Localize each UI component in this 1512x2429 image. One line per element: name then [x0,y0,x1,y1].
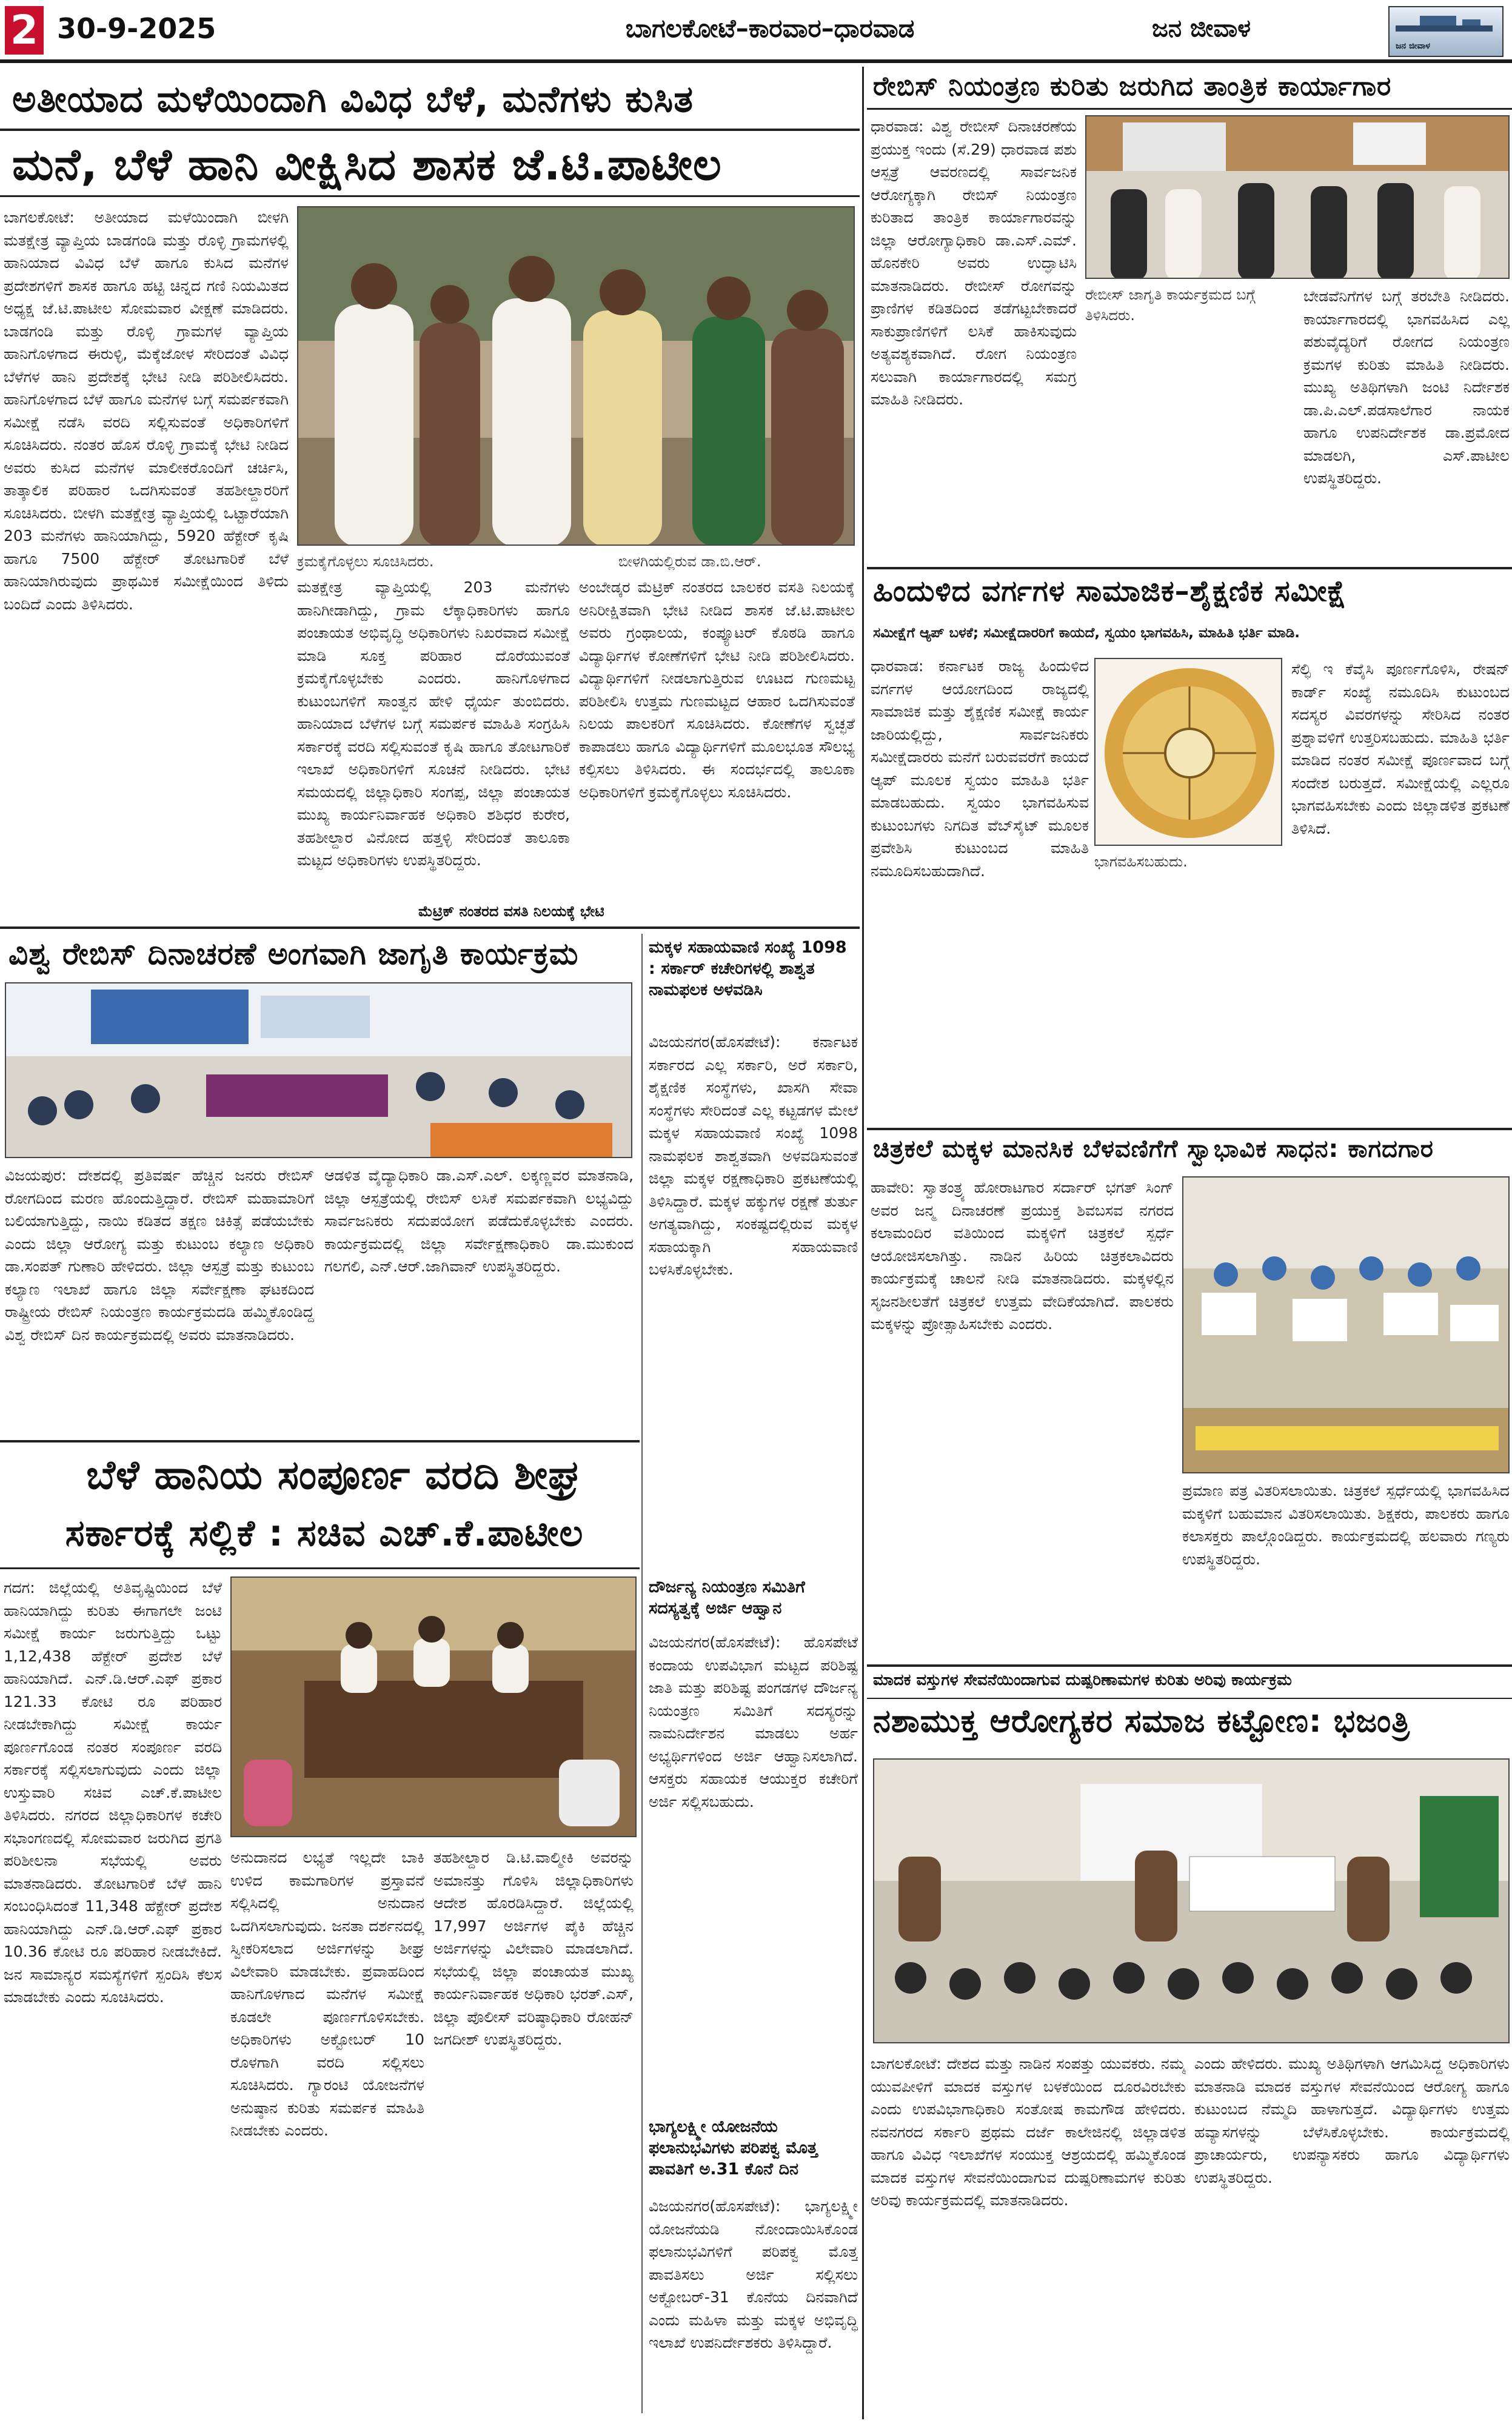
story6-headline1: ಬೆಳೆ ಹಾನಿಯ ಸಂಪೂರ್ಣ ವರದಿ ಶೀಘ್ರ [86,1452,581,1498]
story5-subhead3: ಭಾಗ್ಯಲಕ್ಷ್ಮೀ ಯೋಜನೆಯ ಫಲಾನುಭವಿಗಳು ಪರಿಪಕ್ವ ಮೊತ್ತ ಪಾವತಿಗೆ ಅ.31 ಕೊನೆ ದಿನ [649,2117,818,2179]
story1-column2: ಮತಕ್ಷೇತ್ರ ವ್ಯಾಪ್ತಿಯಲ್ಲಿ 203 ಮನೆಗಳು ಹಾನಿಗೀಡಾಗಿದ್ದು, ಗ್ರಾಮ ಲೆಕ್ಕಾಧಿಕಾರಿಗಳು ಹಾಗೂ ಪಂಚಾಯತ ಅಭಿವೃದ್ಧಿ ಅಧಿಕಾರಿಗಳು ನಿಖರವಾದ ಸಮೀಕ್ಷೆ ಮಾಡಿ ಸೂಕ್ತ ಪರಿಹಾರ ದೊರೆಯುವಂತೆ ಕ್ರಮಕೈಗೊಳ್ಳಬೇಕು ಎಂದರು. ಹಾನಿಗೊಳಗಾದ ಕುಟುಂಬಗಳಿಗೆ ಸಾಂತ್ವನ ಹೇಳಿ ಧೈರ್ಯ ತುಂಬಿದರು. ಹಾನಿಯಾದ ಬೆಳೆಗಳ ಬಗ್ಗೆ ಸಮರ್ಪಕ ಮಾಹಿತಿ ಸಂಗ್ರಹಿಸಿ ಸರ್ಕಾರಕ್ಕೆ ವರದಿ ಸಲ್ಲಿಸುವಂತೆ ಕೃಷಿ ಹಾಗೂ ತೋಟಗಾರಿಕೆ ಇಲಾಖೆ ಅಧಿಕಾರಿಗಳಿಗೆ ಸೂಚನೆ ನೀಡಿದರು. ಭೇಟಿ ಸಮಯದಲ್ಲಿ ಜಿಲ್ಲಾಧಿಕಾರಿ ಸಂಗಪ್ಪ, ಜಿಲ್ಲಾ ಪಂಚಾಯತ ಮುಖ್ಯ ಕಾರ್ಯನಿರ್ವಾಹಕ ಅಧಿಕಾರಿ ಶಶಿಧರ ಕುರೇರ, ತಹಶೀಲ್ದಾರ ವಿನೋದ ಹತ್ತಳ್ಳಿ ಸೇರಿದಂತೆ ತಾಲೂಕಾ ಮಟ್ಟದ ಅಧಿಕಾರಿಗಳು ಉಪಸ್ಥಿತರಿದ್ದರು. [297,578,570,869]
story7-headline: ಚಿತ್ರಕಲೆ ಮಕ್ಕಳ ಮಾನಸಿಕ ಬೆಳವಣಿಗೆಗೆ ಸ್ವಾಭಾವಿಕ ಸಾಧನ: ಕಾಗದಗಾರ [873,1135,1434,1163]
column-divider [641,934,643,2413]
story7-photo-image [1183,1178,1510,1473]
story8-kicker: ಮಾದಕ ವಸ್ತುಗಳ ಸೇವನೆಯಿಂದಾಗುವ ದುಷ್ಪರಿಣಾಮಗಳ ಕುರಿತು ಅರಿವು ಕಾರ್ಯಕ್ರಮ [873,1671,1292,1689]
story8-headline: ನಶಾಮುಕ್ತ ಆರೋಗ್ಯಕರ ಸಮಾಜ ಕಟ್ಟೋಣ: ಭಜಂತ್ರಿ [873,1703,1410,1740]
story3-headline: ಹಿಂದುಳಿದ ವರ್ಗಗಳ ಸಾಮಾಜಿಕ–ಶೈಕ್ಷಣಿಕ ಸಮೀಕ್ಷೆ [873,574,1347,608]
divider [867,567,1512,569]
story7-column1: ಹಾವೇರಿ: ಸ್ವಾತಂತ್ರ್ಯ ಹೋರಾಟಗಾರ ಸರ್ದಾರ್ ಭಗತ್ ಸಿಂಗ್ ಅವರ ಜನ್ಮ ದಿನಾಚರಣೆ ಪ್ರಯುಕ್ತ ಶಿವಬಸವ ನಗರದ ಕಲಾಮಂದಿರ ವತಿಯಿಂದ ಮಕ್ಕಳಿಗೆ ಚಿತ್ರಕಲೆ ಸ್ಪರ್ಧೆ ಆಯೋಜಿಸಲಾಗಿತ್ತು. ನಾಡಿನ ಹಿರಿಯ ಚಿತ್ರಕಲಾವಿದರು ಕಾರ್ಯಕ್ರಮಕ್ಕೆ ಚಾಲನೆ ನೀಡಿ ಮಾತನಾಡಿದರು. ಮಕ್ಕಳಲ್ಲಿನ ಸೃಜನಶೀಲತೆಗೆ ಚಿತ್ರಕಲೆ ಉತ್ತಮ ವೇದಿಕೆಯಾಗಿದೆ. ಪಾಲಕರು ಮಕ್ಕಳನ್ನು ಪ್ರೋತ್ಸಾಹಿಸಬೇಕು ಎಂದರು. [871,1179,1174,1333]
divider [867,1128,1512,1130]
story7-photo [1182,1176,1510,1473]
page-number: 2 [5,6,44,55]
story3-photo-caption: ಭಾಗವಹಿಸಬಹುದು. [1094,853,1188,870]
story1-subhead: ಮೆಟ್ರಿಕ್ ನಂತರದ ವಸತಿ ನಿಲಯಕ್ಕೆ ಭೇಟಿ [418,903,604,920]
story4-headline: ವಿಶ್ವ ರೇಬಿಸ್ ದಿನಾಚರಣೆ ಅಂಗವಾಗಿ ಜಾಗೃತಿ ಕಾರ್ಯಕ್ರಮ [8,936,579,971]
masthead [0,0,1512,63]
story5-subhead2: ದೌರ್ಜನ್ಯ ನಿಯಂತ್ರಣ ಸಮಿತಿಗೆ ಸದಸ್ಯತ್ವಕ್ಕೆ ಅರ್ಜಿ ಆಹ್ವಾನ [649,1578,805,1618]
story2-headline: ರೇಬಿಸ್ ನಿಯಂತ್ರಣ ಕುರಿತು ಜರುಗಿದ ತಾಂತ್ರಿಕ ಕಾರ್ಯಾಗಾರ [873,71,1392,102]
story2-photo-caption: ರೇಬೀಸ್ ಜಾಗೃತಿ ಕಾರ್ಯಕ್ರಮದ ಬಗ್ಗೆ ತಿಳಿಸಿದರು. [1085,286,1256,324]
story1-headline2: ಮನೆ, ಬೆಳೆ ಹಾನಿ ವೀಕ್ಷಿಸಿದ ಶಾಸಕ ಜೆ.ಟಿ.ಪಾಟೀಲ [12,139,722,190]
story4-column2: ಆಡಳಿತ ವೈದ್ಯಾಧಿಕಾರಿ ಡಾ.ಎಸ್.ಎಲ್. ಲಕ್ಕಣ್ಣವರ ಮಾತನಾಡಿ, ಜಿಲ್ಲಾ ಆಸ್ಪತ್ರೆಯಲ್ಲಿ ರೇಬಿಸ್ ಲಸಿಕೆ ಸಮರ್ಪಕವಾಗಿ ಲಭ್ಯವಿದ್ದು ಸಾರ್ವಜನಿಕರು ಸದುಪಯೋಗ ಪಡೆದುಕೊಳ್ಳಬೇಕು ಎಂದರು. ಕಾರ್ಯಕ್ರಮದಲ್ಲಿ ಜಿಲ್ಲಾ ಸರ್ವೇಕ್ಷಣಾಧಿಕಾರಿ ಡಾ.ಮುಕುಂದ ಗಲಗಲಿ, ಎನ್.ಆರ್.ಜಾಗಿವಾನ್ ಉಪಸ್ಥಿತರಿದ್ದರು. [324,1167,634,1275]
story5-text3: ವಿಜಯನಗರ(ಹೊಸಪೇಟೆ): ಭಾಗ್ಯಲಕ್ಷ್ಮೀ ಯೋಜನೆಯಡಿ ನೋಂದಾಯಿಸಿಕೊಂಡ ಫಲಾನುಭವಿಗಳಿಗೆ ಪರಿಪಕ್ವ ಮೊತ್ತ ಪಾವತಿಸಲು ಅರ್ಜಿ ಸಲ್ಲಿಸಲು ಅಕ್ಟೋಬರ್-31 ಕೊನೆಯ ದಿನವಾಗಿದೆ ಎಂದು ಮಹಿಳಾ ಮತ್ತು ಮಕ್ಕಳ ಅಭಿವೃದ್ಧಿ ಇಲಾಖೆ ಉಪನಿರ್ದೇಶಕರು ತಿಳಿಸಿದ್ದಾರೆ. [649,2197,858,2351]
story1-photo [297,206,855,546]
story4-photo [5,982,632,1158]
story5-text: ವಿಜಯನಗರ(ಹೊಸಪೇಟೆ): ಕರ್ನಾಟಕ ಸರ್ಕಾರದ ಎಲ್ಲ ಸರ್ಕಾರಿ, ಅರೆ ಸರ್ಕಾರಿ, ಶೈಕ್ಷಣಿಕ ಸಂಸ್ಥೆಗಳು, ಖಾಸಗಿ ಸೇವಾ ಸಂಸ್ಥೆಗಳು ಸೇರಿದಂತೆ ಎಲ್ಲ ಕಟ್ಟಡಗಳ ಮೇಲೆ ಮಕ್ಕಳ ಸಹಾಯವಾಣಿ ಸಂಖ್ಯೆ 1098 ನಾಮಫಲಕ ಶಾಶ್ವತವಾಗಿ ಅಳವಡಿಸುವಂತೆ ಜಿಲ್ಲಾ ಮಕ್ಕಳ ರಕ್ಷಣಾಧಿಕಾರಿ ಪ್ರಕಟಣೆಯಲ್ಲಿ ತಿಳಿಸಿದ್ದಾರೆ. ಮಕ್ಕಳ ಹಕ್ಕುಗಳ ರಕ್ಷಣೆ ತುರ್ತು ಅಗತ್ಯವಾಗಿದ್ದು, ಸಂಕಷ್ಟದಲ್ಲಿರುವ ಮಕ್ಕಳ ಸಹಾಯಕ್ಕಾಗಿ ಸಹಾಯವಾಣಿ ಬಳಸಿಕೊಳ್ಳಬೇಕು. [649,1033,858,1278]
story8-column1: ಬಾಗಲಕೋಟೆ: ದೇಶದ ಮತ್ತು ನಾಡಿನ ಸಂಪತ್ತು ಯುವಕರು. ನಮ್ಮ ಯುವಪೀಳಿಗೆ ಮಾದಕ ವಸ್ತುಗಳ ಬಳಕೆಯಿಂದ ದೂರವಿರಬೇಕು ಎಂದು ಉಪವಿಭಾಗಾಧಿಕಾರಿ ಸಂತೋಷ ಕಾಮಗೌಡ ಹೇಳಿದರು. ನವನಗರದ ಸರ್ಕಾರಿ ಪ್ರಥಮ ದರ್ಜೆ ಕಾಲೇಜಿನಲ್ಲಿ ಜಿಲ್ಲಾಡಳಿತ ಹಾಗೂ ವಿವಿಧ ಇಲಾಖೆಗಳ ಸಂಯುಕ್ತ ಆಶ್ರಯದಲ್ಲಿ ಹಮ್ಮಿಕೊಂಡ ಮಾದಕ ವಸ್ತುಗಳ ಸೇವನೆಯಿಂದಾಗುವ ದುಷ್ಪರಿಣಾಮಗಳ ಕುರಿತು ಅರಿವು ಕಾರ್ಯಕ್ರಮದಲ್ಲಿ ಮಾತನಾಡಿದರು. [871,2055,1186,2209]
divider [0,1440,640,1442]
divider [0,195,860,197]
story8-photo-image [874,1760,1510,2043]
newspaper-name: ಜನ ಜೀವಾಳ [1152,15,1251,42]
story1-photo-image [298,207,855,546]
column-divider [862,67,864,2419]
story6-photo [230,1576,637,1837]
edition-region: ಬಾಗಲಕೋಟೆ–ಕಾರವಾರ–ಧಾರವಾಡ [625,13,915,43]
divider [0,926,860,929]
story8-photo [873,1758,1510,2043]
story6-column2: ಅನುದಾನದ ಲಭ್ಯತೆ ಇಲ್ಲದೇ ಬಾಕಿ ಉಳಿದ ಕಾಮಗಾರಿಗಳ ಪ್ರಸ್ತಾವನೆ ಸಲ್ಲಿಸಿದಲ್ಲಿ ಅನುದಾನ ಒದಗಿಸಲಾಗುವುದು. ಜನತಾ ದರ್ಶನದಲ್ಲಿ ಸ್ವೀಕರಿಸಲಾದ ಅರ್ಜಿಗಳನ್ನು ಶೀಘ್ರ ವಿಲೇವಾರಿ ಮಾಡಬೇಕು. ಪ್ರವಾಹದಿಂದ ಹಾನಿಗೊಳಗಾದ ಮನೆಗಳ ಸಮೀಕ್ಷೆ ಕೂಡಲೇ ಪೂರ್ಣಗೊಳಿಸಬೇಕು. ಅಧಿಕಾರಿಗಳು ಅಕ್ಟೋಬರ್ 10 ರೊಳಗಾಗಿ ವರದಿ ಸಲ್ಲಿಸಲು ಸೂಚಿಸಿದರು. ಗ್ಯಾರಂಟಿ ಯೋಜನೆಗಳ ಅನುಷ್ಠಾನ ಕುರಿತು ಸಮರ್ಪಕ ಮಾಹಿತಿ ನೀಡಬೇಕು ಎಂದರು. [230,1849,424,2139]
story7-column2: ಪ್ರಮಾಣ ಪತ್ರ ವಿತರಿಸಲಾಯಿತು. ಚಿತ್ರಕಲೆ ಸ್ಪರ್ಧೆಯಲ್ಲಿ ಭಾಗವಹಿಸಿದ ಮಕ್ಕಳಿಗೆ ಬಹುಮಾನ ವಿತರಿಸಲಾಯಿತು. ಶಿಕ್ಷಕರು, ಪಾಲಕರು ಹಾಗೂ ಕಲಾಸಕ್ತರು ಪಾಲ್ಗೊಂಡಿದ್ದರು. ಕಾರ್ಯಕ್ರಮದಲ್ಲಿ ಹಲವಾರು ಗಣ್ಯರು ಉಪಸ್ಥಿತರಿದ್ದರು. [1182,1482,1510,1568]
story5-headline: ಮಕ್ಕಳ ಸಹಾಯವಾಣಿ ಸಂಖ್ಯೆ 1098 : ಸರ್ಕಾರ್ ಕಚೇರಿಗಳಲ್ಲಿ ಶಾಶ್ವತ ನಾಮಫಲಕ ಅಳವಡಿಸಿ [649,938,847,1000]
story6-headline2: ಸರ್ಕಾರಕ್ಕೆ ಸಲ್ಲಿಕೆ : ಸಚಿವ ಎಚ್.ಕೆ.ಪಾಟೀಲ [65,1512,584,1555]
divider [867,108,1512,110]
story4-photo-image [6,983,632,1158]
divider [0,129,860,131]
story6-column3: ತಹಶೀಲ್ದಾರ ಡಿ.ಟಿ.ವಾಲ್ಮೀಕಿ ಅವರನ್ನು ಅಮಾನತ್ತು ಗೊಳಿಸಿ ಜಿಲ್ಲಾಧಿಕಾರಿಗಳು ಆದೇಶ ಹೊರಡಿಸಿದ್ದಾರೆ. ಜಿಲ್ಲೆಯಲ್ಲಿ 17,997 ಅರ್ಜಿಗಳ ಪೈಕಿ ಹೆಚ್ಚಿನ ಅರ್ಜಿಗಳನ್ನು ವಿಲೇವಾರಿ ಮಾಡಲಾಗಿದೆ. ಸಭೆಯಲ್ಲಿ ಜಿಲ್ಲಾ ಪಂಚಾಯತ ಮುಖ್ಯ ಕಾರ್ಯನಿರ್ವಾಹಕ ಅಧಿಕಾರಿ ಭರತ್.ಎಸ್, ಜಿಲ್ಲಾ ಪೊಲೀಸ್ ವರಿಷ್ಠಾಧಿಕಾರಿ ರೋಹನ್ ಜಗದೀಶ್ ಉಪಸ್ಥಿತರಿದ್ದರು. [433,1849,634,2048]
story6-photo-image [232,1578,637,1837]
edition-date: 30-9-2025 [57,12,216,45]
divider [867,1664,1512,1667]
story2-column2: ಬೇಡವೆನಿಗೆಗಳ ಬಗ್ಗೆ ತರಬೇತಿ ನೀಡಿದರು. ಕಾರ್ಯಾಗಾರದಲ್ಲಿ ಭಾಗವಹಿಸಿದ ಎಲ್ಲ ಪಶುವೈದ್ಯರಿಗೆ ರೋಗದ ನಿಯಂತ್ರಣ ಕ್ರಮಗಳ ಕುರಿತು ಮಾಹಿತಿ ನೀಡಿದರು. ಮುಖ್ಯ ಅತಿಥಿಗಳಾಗಿ ಜಂಟಿ ನಿರ್ದೇಶಕ ಡಾ.ಪಿ.ಎಲ್.ಪಡಸಾಲೆಗಾರ ನಾಯಕ ಹಾಗೂ ಉಪನಿರ್ದೇಶಕ ಡಾ.ಪ್ರಮೋದ ಮಾಡಲಗಿ, ಎಸ್.ಪಾಟೀಲ ಉಪಸ್ಥಿತರಿದ್ದರು. [1303,287,1510,487]
logo-text: ಜನ ಜೀವಾಳ [1396,41,1431,51]
story1-headline1: ಅತೀಯಾದ ಮಳೆಯಿಂದಾಗಿ ವಿವಿಧ ಬೆಳೆ, ಮನೆಗಳು ಕುಸಿತ [12,78,694,121]
newspaper-logo [1388,6,1504,57]
story4-column1: ವಿಜಯಪುರ: ದೇಶದಲ್ಲಿ ಪ್ರತಿವರ್ಷ ಹೆಚ್ಚಿನ ಜನರು ರೇಬಿಸ್ ರೋಗದಿಂದ ಮರಣ ಹೊಂದುತ್ತಿದ್ದಾರೆ. ರೇಬಿಸ್ ಮಹಾಮಾರಿಗೆ ಬಲಿಯಾಗುತ್ತಿದ್ದು, ನಾಯಿ ಕಡಿತದ ತಕ್ಷಣ ಚಿಕಿತ್ಸೆ ಪಡೆಯಬೇಕು ಎಂದು ಜಿಲ್ಲಾ ಆರೋಗ್ಯ ಮತ್ತು ಕುಟುಂಬ ಕಲ್ಯಾಣ ಅಧಿಕಾರಿ ಡಾ.ಸಂಪತ್ ಗುಣಾರಿ ಹೇಳಿದರು. ಜಿಲ್ಲಾ ಆಸ್ಪತ್ರೆ ಮತ್ತು ಕುಟುಂಬ ಕಲ್ಯಾಣ ಇಲಾಖೆ ಹಾಗೂ ಜಿಲ್ಲಾ ಸರ್ವೇಕ್ಷಣಾ ಘಟಕದಿಂದ ರಾಷ್ಟ್ರೀಯ ರೇಬಿಸ್ ನಿಯಂತ್ರಣ ಕಾರ್ಯಕ್ರಮದಡಿ ಹಮ್ಮಿಕೊಂಡಿದ್ದ ವಿಶ್ವ ರೇಬಿಸ್ ದಿನ ಕಾರ್ಯಕ್ರಮದಲ್ಲಿ ಅವರು ಮಾತನಾಡಿದರು. [5,1167,314,1344]
story3-photo [1094,658,1282,846]
story2-photo [1085,115,1510,279]
story1-column3: ಅಂಬೇಡ್ಕರ ಮೆಟ್ರಿಕ್ ನಂತರದ ಬಾಲಕರ ವಸತಿ ನಿಲಯಕ್ಕೆ ಅನಿರೀಕ್ಷಿತವಾಗಿ ಭೇಟಿ ನೀಡಿದ ಶಾಸಕ ಜೆ.ಟಿ.ಪಾಟೀಲ ಅವರು ಗ್ರಂಥಾಲಯ, ಕಂಪ್ಯೂಟರ್ ಕೊಠಡಿ ಹಾಗೂ ವಿದ್ಯಾರ್ಥಿಗಳ ಕೋಣೆಗಳಿಗೆ ಭೇಟಿ ನೀಡಿ ಪರಿಶೀಲಿಸಿದರು. ವಿದ್ಯಾರ್ಥಿಗಳಿಗೆ ನೀಡಲಾಗುತ್ತಿರುವ ಊಟದ ಗುಣಮಟ್ಟ ಪರಿಶೀಲಿಸಿ ಉತ್ತಮ ಗುಣಮಟ್ಟದ ಆಹಾರ ಒದಗಿಸುವಂತೆ ನಿಲಯ ಪಾಲಕರಿಗೆ ಸೂಚಿಸಿದರು. ಕೋಣೆಗಳ ಸ್ವಚ್ಛತೆ ಕಾಪಾಡಲು ಹಾಗೂ ವಿದ್ಯಾರ್ಥಿಗಳಿಗೆ ಮೂಲಭೂತ ಸೌಲಭ್ಯ ಕಲ್ಪಿಸಲು ತಿಳಿಸಿದರು. ಈ ಸಂದರ್ಭದಲ್ಲಿ ತಾಲೂಕಾ ಅಧಿಕಾರಿಗಳಿಗೆ ಕ್ರಮಕೈಗೊಳ್ಳಲು ಸೂಚಿಸಿದರು. [579,578,855,801]
logo-ship-icon [1390,7,1502,38]
story1-column1: ಬಾಗಲಕೋಟೆ: ಅತೀಯಾದ ಮಳೆಯಿಂದಾಗಿ ಬೀಳಗಿ ಮತಕ್ಷೇತ್ರ ವ್ಯಾಪ್ತಿಯ ಬಾಡಗಂಡಿ ಮತ್ತು ರೊಳ್ಳಿ ಗ್ರಾಮಗಳಲ್ಲಿ ಹಾನಿಯಾದ ವಿವಿಧ ಬೆಳೆ ಹಾಗೂ ಕುಸಿದ ಮನೆಗಳ ಪ್ರದೇಶಗಳಿಗೆ ಶಾಸಕ ಹಾಗೂ ಹಟ್ಟಿ ಚಿನ್ನದ ಗಣಿ ನಿಯಮಿತದ ಅಧ್ಯಕ್ಷ ಜೆ.ಟಿ.ಪಾಟೀಲ ಸೋಮವಾರ ವೀಕ್ಷಣೆ ಮಾಡಿದರು. ಬಾಡಗಂಡಿ ಮತ್ತು ರೊಳ್ಳಿ ಗ್ರಾಮಗಳ ವ್ಯಾಪ್ತಿಯ ಹಾನಿಗೊಳಗಾದ ಈರುಳ್ಳಿ, ಮೆಕ್ಕೆಜೋಳ ಸೇರಿದಂತೆ ವಿವಿಧ ಬೆಳೆಗಳ ಹಾನಿ ಪ್ರದೇಶಕ್ಕೆ ಭೇಟಿ ನೀಡಿ ಪರಿಶೀಲಿಸಿದರು. ಹಾನಿಗೊಳಗಾದ ಬೆಳೆ ಹಾಗೂ ಮನೆಗಳ ಬಗ್ಗೆ ಸಮರ್ಪಕವಾಗಿ ಸಮೀಕ್ಷೆ ನಡೆಸಿ ವರದಿ ಸಲ್ಲಿಸುವಂತೆ ಅಧಿಕಾರಿಗಳಿಗೆ ಸೂಚಿಸಿದರು. ನಂತರ ಹೊಸ ರೊಳ್ಳಿ ಗ್ರಾಮಕ್ಕೆ ಭೇಟಿ ನೀಡಿದ ಅವರು ಕುಸಿದ ಮನೆಗಳ ಮಾಲೀಕರೊಂದಿಗೆ ಚರ್ಚಿಸಿ, ತಾತ್ಕಾಲಿಕ ಪರಿಹಾರ ಒದಗಿಸುವಂತೆ ತಹಶೀಲ್ದಾರರಿಗೆ ಸೂಚಿಸಿದರು. ಬೀಳಗಿ ಮತಕ್ಷೇತ್ರ ವ್ಯಾಪ್ತಿಯಲ್ಲಿ ಒಟ್ಟಾರೆಯಾಗಿ 203 ಮನೆಗಳು ಹಾನಿಯಾಗಿದ್ದು, 5920 ಹೆಕ್ಟೇರ್ ಕೃಷಿ ಹಾಗೂ 7500 ಹೆಕ್ಟೇರ್ ತೋಟಗಾರಿಕೆ ಬೆಳೆ ಹಾನಿಯಾಗಿರುವುದು ಪ್ರಾಥಮಿಕ ಸಮೀಕ್ಷೆಯಿಂದ ತಿಳಿದು ಬಂದಿದೆ ಎಂದು ತಿಳಿಸಿದರು. [4,209,289,613]
story2-photo-image [1086,116,1510,279]
story3-column1: ಧಾರವಾಡ: ಕರ್ನಾಟಕ ರಾಜ್ಯ ಹಿಂದುಳಿದ ವರ್ಗಗಳ ಆಯೋಗದಿಂದ ರಾಜ್ಯದಲ್ಲಿ ಸಾಮಾಜಿಕ ಮತ್ತು ಶೈಕ್ಷಣಿಕ ಸಮೀಕ್ಷೆ ಕಾರ್ಯ ಜಾರಿಯಲ್ಲಿದ್ದು, ಸಾರ್ವಜನಿಕರು ಸಮೀಕ್ಷೆದಾರರು ಮನೆಗೆ ಬರುವವರೆಗೆ ಕಾಯದೆ ಆ್ಯಪ್ ಮೂಲಕ ಸ್ವಯಂ ಮಾಹಿತಿ ಭರ್ತಿ ಮಾಡಬಹುದು. ಸ್ವಯಂ ಭಾಗವಹಿಸುವ ಕುಟುಂಬಗಳು ನಿಗದಿತ ವೆಬ್‌ಸೈಟ್ ಮೂಲಕ ಪ್ರವೇಶಿಸಿ ಕುಟುಂಬದ ಮಾಹಿತಿ ನಮೂದಿಸಬಹುದಾಗಿದೆ. [871,657,1089,880]
story3-column2: ಸೆಲ್ಫಿ ಇ ಕೆವೈಸಿ ಪೂರ್ಣಗೊಳಿಸಿ, ರೇಷನ್ ಕಾರ್ಡ್ ಸಂಖ್ಯೆ ನಮೂದಿಸಿ ಕುಟುಂಬದ ಸದಸ್ಯರ ವಿವರಗಳನ್ನು ಸೇರಿಸಿದ ನಂತರ ಪ್ರಶ್ನಾವಳಿಗೆ ಉತ್ತರಿಸಬಹುದು. ಮಾಹಿತಿ ಭರ್ತಿ ಮಾಡಿದ ನಂತರ ಸಮೀಕ್ಷೆ ಪೂರ್ಣವಾದ ಬಗ್ಗೆ ಸಂದೇಶ ಬರುತ್ತದೆ. ಸಮೀಕ್ಷೆಯಲ್ಲಿ ಎಲ್ಲರೂ ಭಾಗವಹಿಸಬೇಕು ಎಂದು ಜಿಲ್ಲಾಡಳಿತ ಪ್ರಕಟಣೆ ತಿಳಿಸಿದೆ. [1291,660,1510,837]
divider [0,1567,640,1569]
story8-column2: ಎಂದು ಹೇಳಿದರು. ಮುಖ್ಯ ಅತಿಥಿಗಳಾಗಿ ಆಗಮಿಸಿದ್ದ ಅಧಿಕಾರಿಗಳು ಮಾತನಾಡಿ ಮಾದಕ ವಸ್ತುಗಳ ಸೇವನೆಯಿಂದ ಆರೋಗ್ಯ ಹಾಗೂ ಕುಟುಂಬದ ನೆಮ್ಮದಿ ಹಾಳಾಗುತ್ತದೆ. ವಿದ್ಯಾರ್ಥಿಗಳು ಉತ್ತಮ ಹವ್ಯಾಸಗಳನ್ನು ಬೆಳೆಸಿಕೊಳ್ಳಬೇಕು. ಕಾರ್ಯಕ್ರಮದಲ್ಲಿ ಪ್ರಾಚಾರ್ಯರು, ಉಪನ್ಯಾಸಕರು ಹಾಗೂ ವಿದ್ಯಾರ್ಥಿಗಳು ಉಪಸ್ಥಿತರಿದ್ದರು. [1194,2055,1510,2186]
story5-text2: ವಿಜಯನಗರ(ಹೊಸಪೇಟೆ): ಹೊಸಪೇಟೆ ಕಂದಾಯ ಉಪವಿಭಾಗ ಮಟ್ಟದ ಪರಿಶಿಷ್ಟ ಜಾತಿ ಮತ್ತು ಪರಿಶಿಷ್ಟ ಪಂಗಡಗಳ ದೌರ್ಜನ್ಯ ನಿಯಂತ್ರಣ ಸಮಿತಿಗೆ ಸದಸ್ಯರನ್ನು ನಾಮನಿರ್ದೇಶನ ಮಾಡಲು ಅರ್ಹ ಅಭ್ಯರ್ಥಿಗಳಿಂದ ಅರ್ಜಿ ಆಹ್ವಾನಿಸಲಾಗಿದೆ. ಆಸಕ್ತರು ಸಹಾಯಕ ಆಯುಕ್ತರ ಕಚೇರಿಗೆ ಅರ್ಜಿ ಸಲ್ಲಿಸಬಹುದು. [649,1633,858,1811]
story3-subhead: ಸಮೀಕ್ಷೆಗೆ ಆ್ಯಪ್ ಬಳಕೆ; ಸಮೀಕ್ಷೆದಾರರಿಗೆ ಕಾಯದೆ, ಸ್ವಯಂ ಭಾಗವಹಿಸಿ, ಮಾಹಿತಿ ಭರ್ತಿ ಮಾಡಿ. [873,625,1300,641]
story2-column1: ಧಾರವಾಡ: ವಿಶ್ವ ರೇಬೀಸ್ ದಿನಾಚರಣೆಯ ಪ್ರಯುಕ್ತ ಇಂದು (ಸೆ.29) ಧಾರವಾಡ ಪಶು ಆಸ್ಪತ್ರೆ ಆವರಣದಲ್ಲಿ ಸಾರ್ವಜನಿಕ ಆರೋಗ್ಯಕ್ಕಾಗಿ ರೇಬಿಸ್ ನಿಯಂತ್ರಣ ಕುರಿತಾದ ತಾಂತ್ರಿಕ ಕಾರ್ಯಾಗಾರವನ್ನು ಜಿಲ್ಲಾ ಆರೋಗ್ಯಾಧಿಕಾರಿ ಡಾ.ಎಸ್.ಎಮ್. ಹೊನಕೇರಿ ಅವರು ಉದ್ಘಾಟಿಸಿ ಮಾತನಾಡಿದರು. ರೇಬೀಸ್ ರೋಗವನ್ನು ಪ್ರಾಣಿಗಳ ಕಡಿತದಿಂದ ತಡೆಗಟ್ಟಬೇಕಾದರೆ ಸಾಕುಪ್ರಾಣಿಗಳಿಗೆ ಲಸಿಕೆ ಹಾಕಿಸುವುದು ಅತ್ಯವಶ್ಯಕವಾಗಿದೆ. ರೋಗ ನಿಯಂತ್ರಣ ಸಲುವಾಗಿ ಕಾರ್ಯಾಗಾರದಲ್ಲಿ ಸಮಗ್ರ ಮಾಹಿತಿ ನೀಡಿದರು. [871,118,1077,408]
divider [867,1698,1512,1699]
story1-photo-caption: ಕ್ರಮಕೈಗೊಳ್ಳಲು ಸೂಚಿಸಿದರು. [297,553,434,570]
survey-emblem-icon [1096,659,1282,846]
story1-caption2: ಬೀಳಗಿಯಲ್ಲಿರುವ ಡಾ.ಬಿ.ಆರ್. [618,553,761,570]
story6-column1: ಗದಗ: ಜಿಲ್ಲೆಯಲ್ಲಿ ಅತಿವೃಷ್ಟಿಯಿಂದ ಬೆಳೆ ಹಾನಿಯಾಗಿದ್ದು ಕುರಿತು ಈಗಾಗಲೇ ಜಂಟಿ ಸಮೀಕ್ಷೆ ಕಾರ್ಯ ಜರುಗುತ್ತಿದ್ದು ಒಟ್ಟು 1,12,438 ಹೆಕ್ಟೇರ್ ಪ್ರದೇಶ ಬೆಳೆ ಹಾನಿಯಾಗಿದೆ. ಎನ್.ಡಿ.ಆರ್.ಎಫ್ ಪ್ರಕಾರ 121.33 ಕೋಟಿ ರೂ ಪರಿಹಾರ ನೀಡಬೇಕಾಗಿದ್ದು ಸಮೀಕ್ಷೆ ಕಾರ್ಯ ಪೂರ್ಣಗೊಂಡ ನಂತರ ಸಂಪೂರ್ಣ ವರದಿ ಸರ್ಕಾರಕ್ಕೆ ಸಲ್ಲಿಸಲಾಗುವುದು ಎಂದು ಜಿಲ್ಲಾ ಉಸ್ತುವಾರಿ ಸಚಿವ ಎಚ್.ಕೆ.ಪಾಟೀಲ ತಿಳಿಸಿದರು. ನಗರದ ಜಿಲ್ಲಾಧಿಕಾರಿಗಳ ಕಚೇರಿ ಸಭಾಂಗಣದಲ್ಲಿ ಸೋಮವಾರ ಜರುಗಿದ ಪ್ರಗತಿ ಪರಿಶೀಲನಾ ಸಭೆಯಲ್ಲಿ ಅವರು ಮಾತನಾಡಿದರು. ತೋಟಗಾರಿಕೆ ಬೆಳೆ ಹಾನಿ ಸಂಬಂಧಿಸಿದಂತೆ 11,348 ಹೆಕ್ಟೇರ್ ಪ್ರದೇಶ ಹಾನಿಯಾಗಿದ್ದು ಎನ್.ಡಿ.ಆರ್.ಎಫ್ ಪ್ರಕಾರ 10.36 ಕೋಟಿ ರೂ ಪರಿಹಾರ ನೀಡಬೇಕಿದೆ. ಜನ ಸಾಮಾನ್ಯರ ಸಮಸ್ಯೆಗಳಿಗೆ ಸ್ಪಂದಿಸಿ ಕೆಲಸ ಮಾಡಬೇಕು ಎಂದು ಸೂಚಿಸಿದರು. [4,1579,222,2006]
